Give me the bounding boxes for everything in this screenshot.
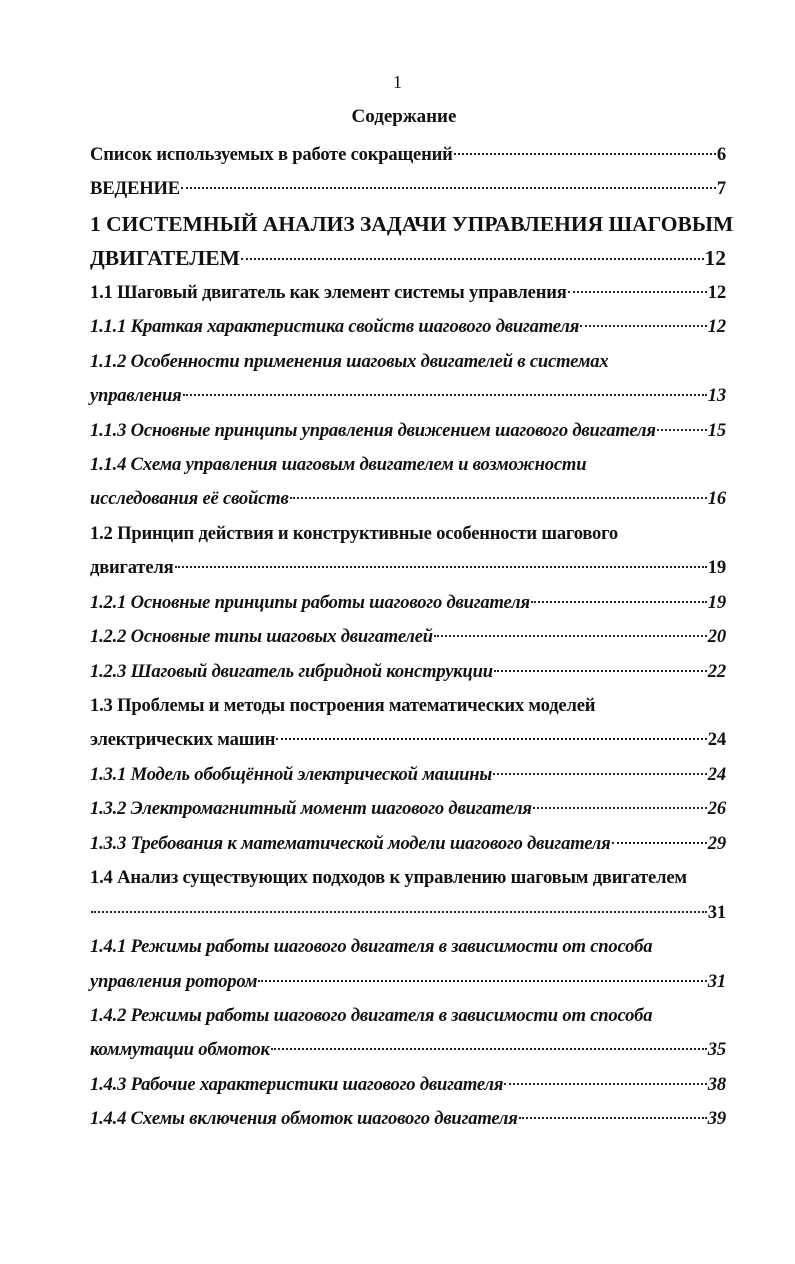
page-title: Содержание bbox=[351, 106, 457, 127]
dot-leader bbox=[290, 497, 707, 499]
dot-leader bbox=[434, 635, 707, 637]
toc-page-number: 26 bbox=[707, 798, 726, 820]
toc-entry-text: 1.3.2 Электромагнитный момент шагового двигателя bbox=[90, 798, 532, 820]
dot-leader bbox=[241, 258, 704, 260]
dot-leader bbox=[271, 1048, 707, 1050]
toc-entry-text: 1.4.1 Режимы работы шагового двигателя в зависимости от способа bbox=[90, 936, 653, 958]
toc-page-number: 35 bbox=[707, 1039, 726, 1061]
toc-entry-text: исследования её свойств bbox=[90, 488, 289, 510]
toc-entry[interactable] bbox=[90, 586, 726, 620]
dot-leader bbox=[580, 325, 707, 327]
toc-page-number: 15 bbox=[707, 419, 726, 441]
toc-entry-line bbox=[90, 620, 726, 654]
toc-entry-line bbox=[90, 551, 726, 585]
toc-page-number: 20 bbox=[707, 626, 726, 648]
toc-entry[interactable] bbox=[90, 517, 726, 586]
dot-leader bbox=[531, 601, 707, 603]
toc-page-number: 39 bbox=[707, 1108, 726, 1130]
dot-leader bbox=[612, 842, 707, 844]
toc-entry-text: 1.3 Проблемы и методы построения математических моделей bbox=[90, 695, 596, 716]
toc-entry[interactable] bbox=[90, 207, 734, 276]
toc-page-number: 22 bbox=[707, 660, 726, 682]
toc-entry[interactable] bbox=[90, 861, 726, 930]
toc-entry-text: 1 СИСТЕМНЫЙ АНАЛИЗ ЗАДАЧИ УПРАВЛЕНИЯ ШАГОВЫМ bbox=[90, 211, 734, 236]
toc-entry[interactable] bbox=[90, 138, 726, 172]
toc-page-number: 29 bbox=[707, 832, 726, 854]
dot-leader bbox=[519, 1117, 707, 1119]
toc-entry-text: 1.3.1 Модель обобщённой электрической машины bbox=[90, 763, 493, 785]
toc-entry[interactable] bbox=[90, 1068, 726, 1102]
toc-entry-line bbox=[90, 896, 726, 930]
toc-entry-text: 1.3.3 Требования к математической модели шагового двигателя bbox=[90, 832, 611, 854]
dot-leader bbox=[183, 394, 707, 396]
toc-entry[interactable] bbox=[90, 930, 726, 999]
toc-page-number: 24 bbox=[707, 729, 726, 751]
toc-entry[interactable] bbox=[90, 792, 726, 826]
toc-page-number: 12 bbox=[704, 246, 726, 271]
toc-entry[interactable] bbox=[90, 999, 726, 1068]
toc-entry-line bbox=[90, 310, 726, 344]
toc-entry-text: двигателя bbox=[90, 557, 174, 579]
toc-entry-text: ДВИГАТЕЛЕМ bbox=[90, 246, 240, 271]
toc-page-number: 19 bbox=[707, 557, 726, 579]
dot-leader bbox=[568, 291, 707, 293]
toc-entry-line bbox=[90, 965, 726, 999]
toc-entry[interactable] bbox=[90, 310, 726, 344]
toc-entry-text: 1.1.1 Краткая характеристика свойств шагового двигателя bbox=[90, 316, 580, 338]
toc-page-number: 31 bbox=[707, 901, 726, 923]
table-of-contents bbox=[90, 138, 734, 1137]
toc-entry-text: 1.4.3 Рабочие характеристики шагового двигателя bbox=[90, 1073, 504, 1095]
toc-entry-line bbox=[90, 655, 726, 689]
toc-page-number: 12 bbox=[707, 316, 726, 338]
toc-entry-text: 1.2 Принцип действия и конструктивные особенности шагового bbox=[90, 522, 619, 544]
toc-entry-text: 1.2.1 Основные принципы работы шагового двигателя bbox=[90, 591, 530, 613]
toc-page-number: 12 bbox=[707, 281, 726, 303]
toc-entry-text: 1.1.4 Схема управления шаговым двигателем и возможности bbox=[90, 453, 587, 475]
toc-entry-text: электрических машин bbox=[90, 729, 276, 751]
dot-leader bbox=[258, 980, 706, 982]
dot-leader bbox=[533, 807, 707, 809]
toc-entry-line bbox=[90, 723, 726, 757]
toc-entry-text: 1.4 Анализ существующих подходов к управлению шаговым двигателем bbox=[90, 867, 687, 889]
toc-entry-line bbox=[90, 930, 726, 964]
dot-leader bbox=[175, 566, 707, 568]
toc-page-number: 13 bbox=[707, 385, 726, 407]
toc-entry-text: управления ротором bbox=[90, 970, 258, 992]
toc-entry-line bbox=[90, 379, 726, 413]
toc-entry-line bbox=[90, 138, 726, 172]
toc-entry[interactable] bbox=[90, 827, 726, 861]
toc-entry-line bbox=[90, 792, 726, 826]
toc-entry-line bbox=[90, 276, 726, 310]
toc-entry-text: 1.1.3 Основные принципы управления движением шагового двигателя bbox=[90, 419, 656, 441]
toc-entry-text: коммутации обмоток bbox=[90, 1039, 270, 1061]
toc-entry-line bbox=[90, 414, 726, 448]
dot-leader bbox=[493, 773, 707, 775]
toc-page-number: 31 bbox=[707, 970, 726, 992]
toc-entry[interactable] bbox=[90, 758, 726, 792]
toc-entry[interactable] bbox=[90, 655, 726, 689]
toc-entry-line bbox=[90, 345, 726, 379]
toc-entry-text: 1.2.2 Основные типы шаговых двигателей bbox=[90, 626, 433, 648]
dot-leader bbox=[454, 153, 716, 155]
toc-entry-line bbox=[90, 517, 726, 551]
toc-entry-text: 1.1.2 Особенности применения шаговых двигателей в системах bbox=[90, 350, 609, 372]
page-number: 1 bbox=[393, 72, 402, 92]
toc-entry[interactable] bbox=[90, 1102, 726, 1136]
toc-entry-text: управления bbox=[90, 385, 182, 407]
toc-entry-text: 1.4.4 Схемы включения обмоток шагового двигателя bbox=[90, 1108, 518, 1130]
dot-leader bbox=[276, 738, 707, 740]
toc-page-number: 24 bbox=[707, 763, 726, 785]
toc-page-number: 19 bbox=[707, 591, 726, 613]
toc-entry-line bbox=[90, 1033, 726, 1067]
dot-leader bbox=[494, 670, 707, 672]
dot-leader bbox=[657, 429, 707, 431]
toc-entry[interactable] bbox=[90, 620, 726, 654]
toc-entry-text: 1.2.3 Шаговый двигатель гибридной конструкции bbox=[90, 660, 493, 682]
toc-entry-line bbox=[90, 1068, 726, 1102]
toc-entry-line bbox=[90, 448, 726, 482]
toc-entry[interactable] bbox=[90, 345, 726, 414]
toc-entry-line bbox=[90, 172, 726, 206]
dot-leader bbox=[181, 187, 716, 189]
toc-entry-text: 1.1 Шаговый двигатель как элемент системы управления bbox=[90, 281, 567, 303]
toc-page-number: 38 bbox=[707, 1073, 726, 1095]
toc-entry-line bbox=[90, 827, 726, 861]
toc-entry-line bbox=[90, 241, 726, 275]
toc-page-number: 6 bbox=[716, 144, 726, 165]
toc-entry-text: Список используемых в работе сокращений bbox=[90, 144, 453, 165]
toc-page-number: 7 bbox=[716, 178, 726, 200]
toc-entry-text: 1.4.2 Режимы работы шагового двигателя в зависимости от способа bbox=[90, 1004, 653, 1026]
toc-entry[interactable] bbox=[90, 689, 726, 758]
toc-entry[interactable] bbox=[90, 172, 726, 206]
toc-entry[interactable] bbox=[90, 414, 726, 448]
dot-leader bbox=[504, 1083, 707, 1085]
toc-page-number: 16 bbox=[707, 488, 726, 510]
toc-entry-line bbox=[90, 482, 726, 516]
toc-entry-line bbox=[90, 586, 726, 620]
toc-entry-line bbox=[90, 861, 726, 895]
toc-entry-line bbox=[90, 1102, 726, 1136]
toc-entry-text: ВЕДЕНИЕ bbox=[90, 178, 180, 200]
toc-entry-line bbox=[90, 207, 734, 241]
toc-entry[interactable] bbox=[90, 276, 726, 310]
toc-entry-line bbox=[90, 999, 726, 1033]
toc-entry[interactable] bbox=[90, 448, 726, 517]
toc-entry-line bbox=[90, 758, 726, 792]
toc-entry-line bbox=[90, 689, 726, 723]
dot-leader bbox=[91, 911, 707, 913]
